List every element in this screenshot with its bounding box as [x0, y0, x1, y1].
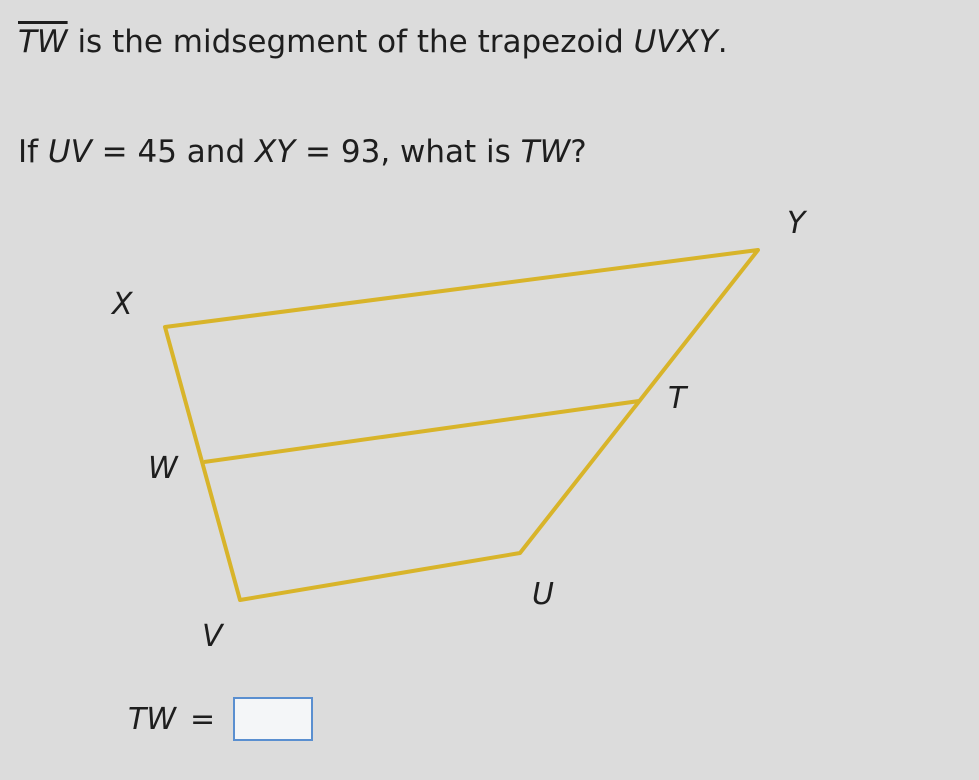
var-xy: XY: [255, 134, 296, 170]
question-line1-text: is the midsegment of the trapezoid: [67, 24, 634, 60]
var-tw: TW: [520, 134, 571, 170]
shape-name: UVXY: [633, 24, 718, 60]
question-line2-prefix: If: [18, 134, 48, 170]
answer-equals: =: [190, 701, 216, 737]
question-line2-eq2: = 93, what is: [295, 134, 521, 170]
segment-tw: $\overline{TW}$: [18, 24, 68, 60]
label-u: U: [532, 577, 554, 612]
question-line2-eq1: = 45 and: [91, 134, 255, 170]
answer-row: [128, 694, 313, 744]
label-w: W: [148, 451, 178, 486]
question-line1-end: .: [717, 24, 728, 60]
label-t: T: [668, 381, 687, 416]
answer-input[interactable]: [233, 697, 313, 741]
question-line2-end: ?: [570, 134, 587, 170]
answer-label: TW: [128, 701, 176, 737]
label-v: V: [202, 619, 223, 654]
label-x: X: [112, 287, 133, 322]
var-uv: UV: [47, 134, 92, 170]
label-y: Y: [787, 206, 806, 241]
midsegment-line: [204, 401, 639, 462]
